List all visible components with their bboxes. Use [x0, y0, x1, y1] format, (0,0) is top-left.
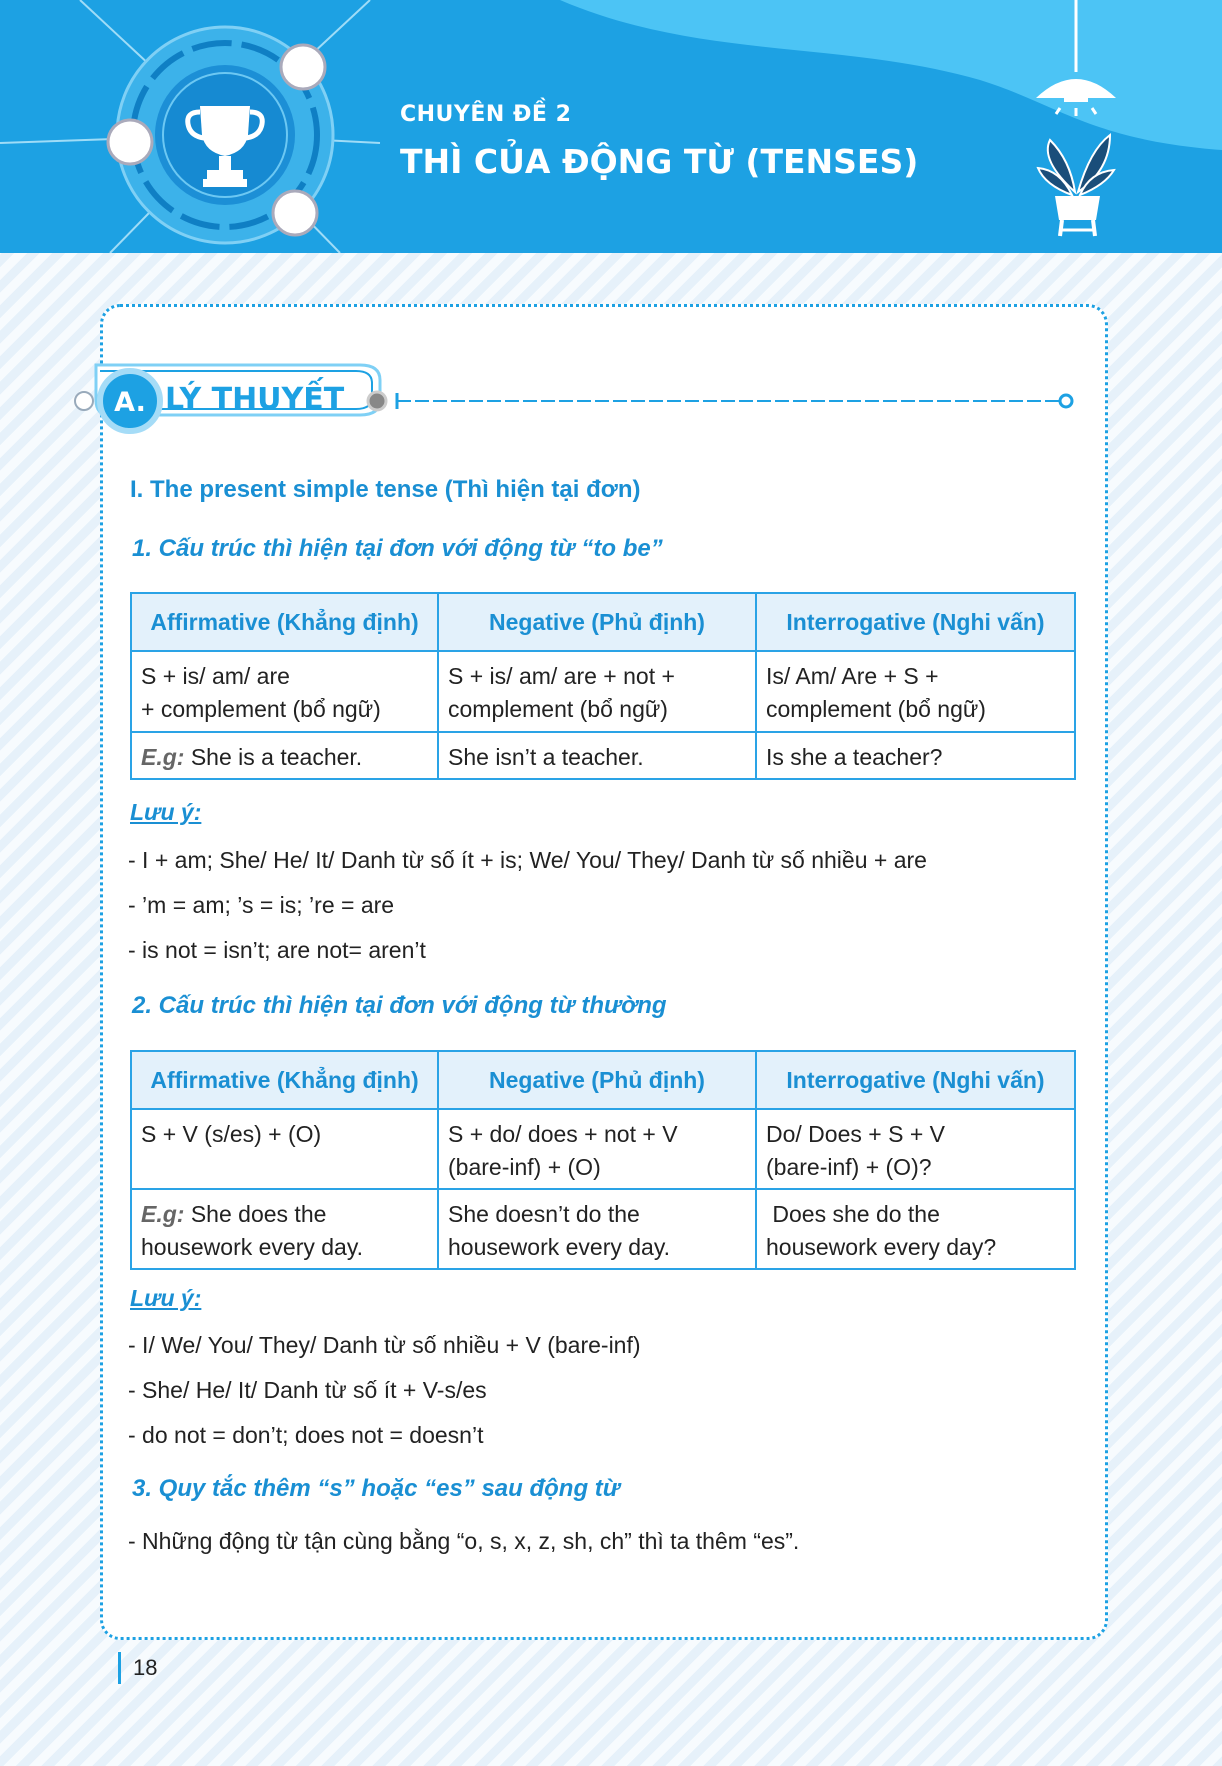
- table-cell: S + is/ am/ are: [141, 663, 290, 689]
- eg-label: E.g:: [141, 1201, 185, 1227]
- table-cell: She is a teacher.: [190, 744, 363, 770]
- note-label: Lưu ý:: [130, 1285, 202, 1311]
- eg-label: E.g:: [141, 744, 185, 770]
- page-number: 18: [118, 1652, 157, 1684]
- table-cell: Does she do the: [772, 1201, 940, 1227]
- table-cell: Is she a teacher?: [766, 744, 943, 770]
- table-cell: complement (bổ ngữ): [766, 696, 986, 722]
- chapter-header: [0, 0, 1222, 253]
- table-cell: (bare-inf) + (O): [448, 1154, 601, 1180]
- table-cell: S + is/ am/ are + not +: [448, 663, 675, 689]
- regular-verb-table: [130, 1050, 1076, 1270]
- table-cell: She isn’t a teacher.: [448, 744, 644, 770]
- table-row: [131, 1189, 1075, 1269]
- section-title: LÝ THUYẾT: [165, 382, 345, 417]
- table-cell: She does the: [190, 1201, 327, 1227]
- table-row: [131, 732, 1075, 779]
- note-line: - She/ He/ It/ Danh từ số ít + V-s/es: [128, 1377, 487, 1403]
- table-cell: Do/ Does + S + V: [766, 1121, 945, 1147]
- table-cell: + complement (bổ ngữ): [141, 696, 381, 722]
- table-cell: S + V (s/es) + (O): [141, 1121, 322, 1147]
- table-header: Affirmative (Khẳng định): [131, 593, 438, 651]
- chapter-title: THÌ CỦA ĐỘNG TỪ (TENSES): [400, 142, 919, 181]
- note-label: Lưu ý:: [130, 799, 202, 825]
- table-cell: housework every day?: [766, 1234, 997, 1260]
- table-row: [131, 651, 1075, 732]
- table-cell: complement (bổ ngữ): [448, 696, 668, 722]
- note-line: - I/ We/ You/ They/ Danh từ số nhiều + V (bare-inf): [128, 1332, 641, 1358]
- table-cell: housework every day.: [141, 1234, 364, 1260]
- table-cell: She doesn’t do the: [448, 1201, 640, 1227]
- table-header: Interrogative (Nghi vấn): [756, 1051, 1075, 1109]
- table-header: Affirmative (Khẳng định): [131, 1051, 438, 1109]
- note-line: - Những động từ tận cùng bằng “o, s, x, z, sh, ch” thì ta thêm “es”.: [128, 1528, 800, 1554]
- table-cell: S + do/ does + not + V: [448, 1121, 678, 1147]
- table-row: [131, 1109, 1075, 1189]
- subheading-regular-verbs: 2. Cấu trúc thì hiện tại đơn với động từ thường: [132, 992, 667, 1019]
- note-line: - ’m = am; ’s = is; ’re = are: [128, 892, 395, 918]
- note-line: - is not = isn’t; are not= aren’t: [128, 937, 426, 963]
- heading-present-simple: I. The present simple tense (Thì hiện tại đơn): [130, 476, 641, 503]
- section-letter: A.: [114, 387, 146, 418]
- note-line: - I + am; She/ He/ It/ Danh từ số ít + is; We/ You/ They/ Danh từ số nhiều + are: [128, 847, 927, 873]
- chapter-label: CHUYÊN ĐỀ 2: [400, 102, 572, 127]
- table-header: Negative (Phủ định): [438, 1051, 756, 1109]
- note-line: - do not = don’t; does not = doesn’t: [128, 1422, 484, 1448]
- table-cell: Is/ Am/ Are + S +: [766, 663, 939, 689]
- header-decoration: [0, 0, 1222, 253]
- table-header: Interrogative (Nghi vấn): [756, 593, 1075, 651]
- plant-icon: [1038, 135, 1114, 236]
- table-cell: (bare-inf) + (O)?: [766, 1154, 932, 1180]
- to-be-table: [130, 592, 1076, 780]
- table-header: Negative (Phủ định): [438, 593, 756, 651]
- subheading-to-be: 1. Cấu trúc thì hiện tại đơn với động từ “to be”: [132, 535, 663, 562]
- subheading-s-es-rule: 3. Quy tắc thêm “s” hoặc “es” sau động từ: [132, 1475, 620, 1502]
- table-cell: housework every day.: [448, 1234, 671, 1260]
